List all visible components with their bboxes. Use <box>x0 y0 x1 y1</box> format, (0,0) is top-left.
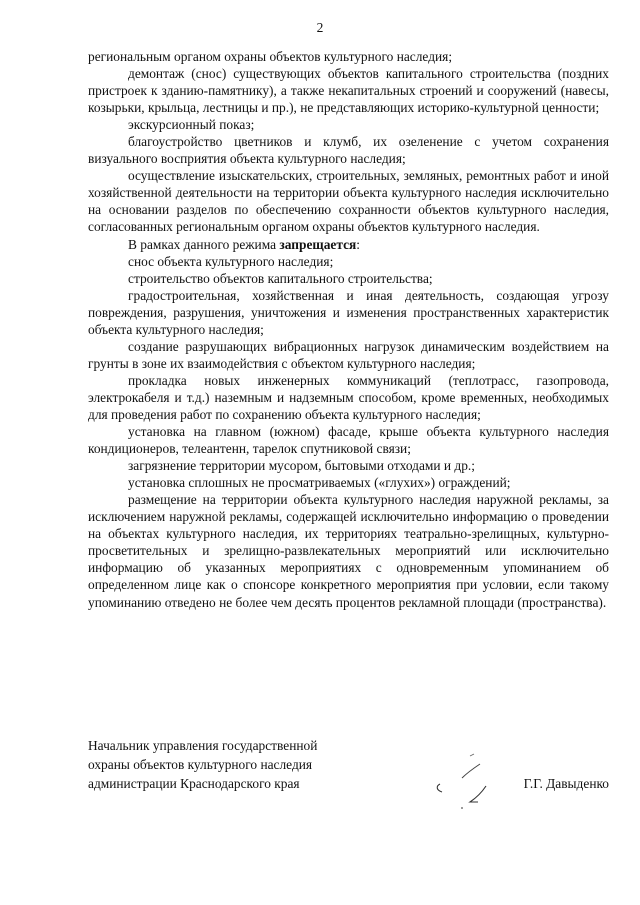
paragraph-demolition: снос объекта культурного наследия; <box>128 253 334 269</box>
paragraph-facade-equipment: установка на главном (южном) фасаде, крыше объекта культурного наследия кондиционеров, телеантенн, тарелок спутниковой связи; <box>88 424 609 457</box>
paragraph-excursion: экскурсионный показ; <box>128 117 255 133</box>
prohibited-intro-colon: : <box>356 236 361 252</box>
paragraph-utilities: прокладка новых инженерных коммуникаций (теплотрасс, газопровода, электрокабеля и т.д.) наземным и надземным способом, кроме временных, необходимых для проведения работ по сохранению объекта культурного наследия; <box>88 372 609 422</box>
paragraph-construction: строительство объектов капитального строительства; <box>128 270 433 286</box>
paragraph-advertising: размещение на территории объекта культурного наследия наружной рекламы, за исключением наружной рекламы, содержащей исключительно информацию о проведении на объектах культурного наследия, их территориях театрально-зрелищных, культурно-просветительных и зрелищно-развлекательных мероприятий или исключительно информацию об указанных мероприятиях с одновременным упоминанием об определенном лице как о спонсоре конкретного мероприятия при условии, если такому упоминанию отведено не более чем десять процентов рекламной площади (пространства). <box>88 492 609 610</box>
position-line: охраны объектов культурного наследия <box>88 757 313 772</box>
prohibited-keyword: запрещается <box>279 236 357 252</box>
paragraph-fences: установка сплошных не просматриваемых («глухих») ограждений; <box>128 475 511 491</box>
position-line: Начальник управления государственной <box>88 738 318 753</box>
signatory-position <box>88 736 378 793</box>
paragraph-landscaping: благоустройство цветников и клумб, их озеленение с учетом сохранения визуального восприятия объекта культурного наследия; <box>88 134 609 167</box>
paragraph-works: осуществление изыскательских, строительных, земляных, ремонтных работ и иной хозяйственной деятельности на территории объекта культурного наследия исключительно на основании разделов по обеспечению сохранности объектов культурного наследия, согласованных региональным органом охраны объектов культурного наследия. <box>88 168 609 235</box>
paragraph-pollution: загрязнение территории мусором, бытовыми отходами и др.; <box>128 458 475 474</box>
signature-block <box>88 736 609 796</box>
handwritten-signature <box>358 742 498 812</box>
paragraph-vibration: создание разрушающих вибрационных нагрузок динамическим воздействием на грунты в зоне их взаимодействия с объектом культурного наследия; <box>88 338 609 371</box>
paragraph-prohibited-intro <box>88 236 609 253</box>
paragraph-dismantling: демонтаж (снос) существующих объектов капитального строительства (поздних пристроек к зданию-памятнику), а также некапитальных строений и сооружений (навесы, козырьки, крыльца, лестницы и пр.), не представляющих историко-культурной ценности; <box>88 66 609 116</box>
document-body <box>88 48 609 611</box>
page-number: 2 <box>316 20 324 35</box>
prohibited-intro-text: В рамках данного режима <box>128 236 280 252</box>
paragraph-threat-activity: градостроительная, хозяйственная и иная деятельность, создающая угрозу повреждения, разрушения, уничтожения и изменения пространственных характеристик объекта культурного наследия; <box>88 287 609 337</box>
signatory-name: Г.Г. Давыденко <box>523 776 609 791</box>
position-line: администрации Краснодарского края <box>88 776 300 791</box>
paragraph-continuation: региональным органом охраны объектов культурного наследия; <box>88 49 453 64</box>
